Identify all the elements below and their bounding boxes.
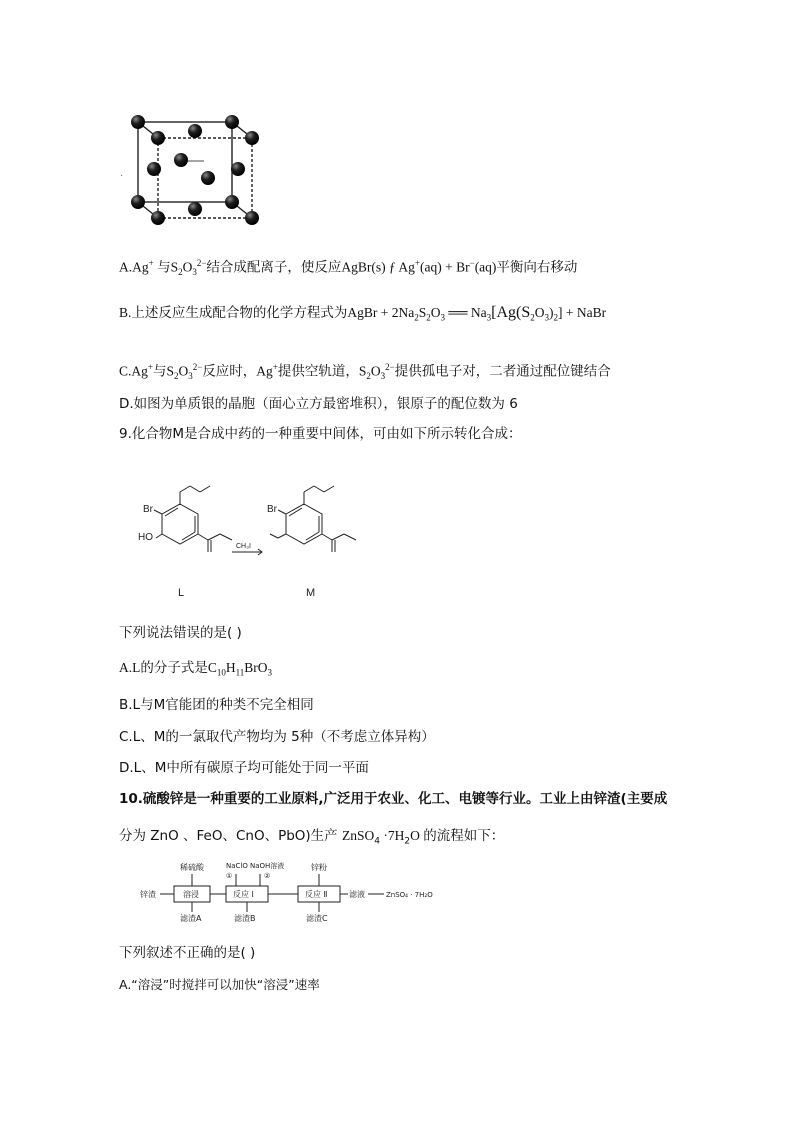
flow-product: ZnSO₄ · 7H₂O [386, 891, 433, 899]
q10-process-flow [138, 860, 468, 930]
q8-option-d: D.如图为单质银的晶胞（面心立方最密堆积），银原子的配位数为 6 [119, 396, 518, 412]
q10-stem-line2: 分为 ZnO 、FeO、CnO、PbO)生产 ZnSO$_4$ $\cdot 7H_2O$ 的流程如下： [119, 828, 505, 847]
flow-circle-1: ① [226, 872, 233, 880]
flow-reagent-4: 锌粉 [311, 863, 327, 872]
q9-reaction-scheme [138, 482, 398, 602]
crystal-unit-cell-figure [118, 108, 268, 233]
flow-reagent-3: NaOH溶液 [250, 862, 285, 870]
flow-box-3: 反应 Ⅱ [305, 890, 328, 899]
q9-stem: 9.化合物M是合成中药的一种重要中间体，可由如下所示转化合成： [119, 426, 522, 442]
label-m: M [306, 587, 316, 599]
q10-prompt: 下列叙述不正确的是( ) [119, 945, 256, 961]
flow-box-1: 溶浸 [183, 890, 199, 899]
flow-residue-3: 滤渣C [306, 914, 328, 923]
reagent-label: CH₃I [236, 543, 251, 550]
q10-option-a: A.“溶浸”时搅拌可以加快“溶浸”速率 [119, 977, 320, 992]
flow-residue-2: 滤渣B [234, 914, 256, 923]
m-br-label: Br [267, 504, 277, 515]
q8-option-c: C.Ag+与$S_2O_3^{2-}$反应时，Ag+提供空轨道，$S_2O_3^{2-}$提供孤电子对，二者通过配位键结合 [119, 362, 611, 382]
flow-filtrate: 滤液 [349, 890, 365, 899]
flow-residue-1: 滤渣A [180, 914, 202, 923]
flow-reagent-2: NaClO [226, 862, 248, 870]
l-ho-label: HO [138, 532, 153, 543]
q8-option-b: B.上述反应生成配合物的化学方程式为AgBr + $2Na_2S_2O_3$ ══ $Na_3[Ag(S_2O_3)_2]$ + NaBr [119, 304, 607, 323]
q8-option-a: A.Ag+ 与$S_2O_3^{2-}$结合成配离子，使反应AgBr(s) ƒ Ag+(aq) + Br−(aq)平衡向右移动 [119, 258, 578, 278]
flow-box-2: 反应 Ⅰ [233, 890, 254, 899]
q9-option-a: A.L的分子式是$C_{10}H_{11}BrO_3$ [119, 660, 273, 678]
q9-prompt: 下列说法错误的是( ) [119, 625, 242, 641]
q9-option-b: B.L与M官能团的种类不完全相同 [119, 697, 314, 713]
flow-circle-2: ② [264, 872, 271, 880]
flow-start: 锌渣 [140, 890, 156, 899]
l-br-label: Br [143, 504, 153, 515]
svg-text:·: · [120, 170, 124, 181]
q9-option-d: D.L、M中所有碳原子均可能处于同一平面 [119, 760, 369, 776]
q9-option-c: C.L、M的一氯取代产物均为 5种（不考虑立体异构） [119, 729, 435, 745]
flow-reagent-1: 稀硫酸 [180, 863, 204, 872]
label-l: L [178, 587, 185, 599]
q10-stem-line1: 10.硫酸锌是一种重要的工业原料,广泛用于农业、化工、电镀等行业。工业上由锌渣(主要成 [119, 791, 668, 807]
